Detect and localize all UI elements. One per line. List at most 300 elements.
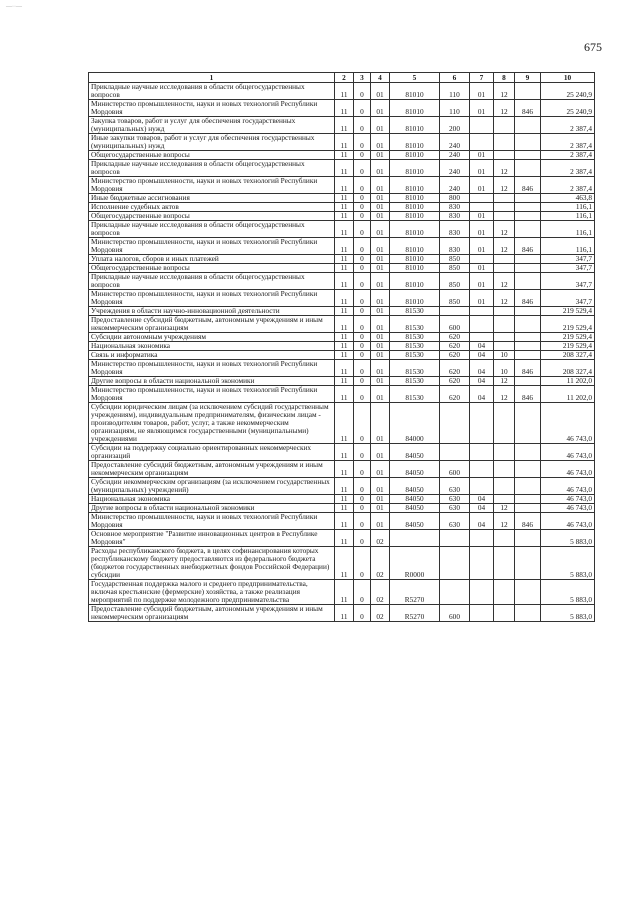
cell-event: 01 — [371, 255, 390, 264]
cell-ministry — [515, 134, 541, 151]
cell-subsection — [494, 264, 515, 273]
cell-event: 02 — [371, 605, 390, 622]
cell-direction: 81530 — [390, 307, 440, 316]
cell-expense-type: 630 — [440, 504, 470, 513]
cell-subsection — [494, 194, 515, 203]
cell-name: Министерство промышленности, науки и новых технологий Республики Мордовия — [89, 100, 335, 117]
cell-subprogram: 0 — [354, 221, 371, 238]
table-row — [89, 238, 595, 255]
cell-amount: 116,1 — [541, 203, 595, 212]
cell-subsection — [494, 117, 515, 134]
cell-section — [470, 478, 494, 495]
cell-event: 01 — [371, 307, 390, 316]
column-header-2: 2 — [335, 73, 354, 83]
table-row — [89, 342, 595, 351]
cell-subprogram: 0 — [354, 264, 371, 273]
cell-section: 01 — [470, 151, 494, 160]
cell-subsection — [494, 255, 515, 264]
cell-subsection — [494, 212, 515, 221]
cell-program: 11 — [335, 316, 354, 333]
cell-ministry — [515, 273, 541, 290]
cell-expense-type: 620 — [440, 333, 470, 342]
cell-name: Связь и информатика — [89, 351, 335, 360]
column-header-7: 7 — [470, 73, 494, 83]
cell-subprogram: 0 — [354, 316, 371, 333]
cell-section — [470, 461, 494, 478]
cell-amount: 2 387,4 — [541, 177, 595, 194]
cell-subsection — [494, 316, 515, 333]
cell-program: 11 — [335, 504, 354, 513]
cell-subprogram: 0 — [354, 478, 371, 495]
cell-name: Предоставление субсидий бюджетным, автономным учреждениям и иным некоммерческим организациям — [89, 316, 335, 333]
cell-section — [470, 605, 494, 622]
cell-subsection — [494, 580, 515, 605]
cell-program: 11 — [335, 342, 354, 351]
cell-subsection: 12 — [494, 100, 515, 117]
cell-name: Исполнение судебных актов — [89, 203, 335, 212]
cell-direction: 81010 — [390, 290, 440, 307]
cell-expense-type: 620 — [440, 386, 470, 403]
column-header-5: 5 — [390, 73, 440, 83]
cell-section: 01 — [470, 160, 494, 177]
cell-amount: 2 387,4 — [541, 160, 595, 177]
cell-section: 04 — [470, 342, 494, 351]
cell-name: Прикладные научные исследования в области общегосударственных вопросов — [89, 160, 335, 177]
cell-name: Государственная поддержка малого и среднего предпринимательства, включая крестьянские (фермерские) хозяйства, а также реализация мероприятий по поддержке молодежного предпринимательства — [89, 580, 335, 605]
cell-program: 11 — [335, 221, 354, 238]
corner-mark: —··— — [6, 4, 22, 10]
cell-subprogram: 0 — [354, 333, 371, 342]
table-row — [89, 151, 595, 160]
cell-event: 01 — [371, 386, 390, 403]
table-row — [89, 580, 595, 605]
cell-ministry — [515, 203, 541, 212]
cell-direction: 81010 — [390, 194, 440, 203]
cell-amount: 116,1 — [541, 221, 595, 238]
cell-expense-type: 620 — [440, 360, 470, 377]
cell-ministry — [515, 117, 541, 134]
table-row — [89, 203, 595, 212]
cell-direction: 84050 — [390, 513, 440, 530]
table-row — [89, 134, 595, 151]
cell-event: 01 — [371, 513, 390, 530]
cell-subprogram: 0 — [354, 83, 371, 100]
cell-program: 11 — [335, 264, 354, 273]
cell-subsection: 12 — [494, 290, 515, 307]
cell-program: 11 — [335, 605, 354, 622]
cell-event: 01 — [371, 290, 390, 307]
cell-name: Министерство промышленности, науки и новых технологий Республики Мордовия — [89, 290, 335, 307]
table-row — [89, 547, 595, 580]
cell-event: 01 — [371, 351, 390, 360]
cell-amount: 2 387,4 — [541, 151, 595, 160]
cell-expense-type: 620 — [440, 351, 470, 360]
cell-section: 04 — [470, 513, 494, 530]
cell-expense-type: 830 — [440, 221, 470, 238]
cell-program: 11 — [335, 444, 354, 461]
cell-amount: 208 327,4 — [541, 360, 595, 377]
cell-subprogram: 0 — [354, 386, 371, 403]
cell-ministry — [515, 461, 541, 478]
cell-ministry — [515, 264, 541, 273]
cell-direction: R0000 — [390, 547, 440, 580]
cell-name: Иные закупки товаров, работ и услуг для обеспечения государственных (муниципальных) нужд — [89, 134, 335, 151]
cell-event: 01 — [371, 495, 390, 504]
cell-ministry: 846 — [515, 100, 541, 117]
cell-amount: 347,7 — [541, 290, 595, 307]
table-row — [89, 273, 595, 290]
cell-subprogram: 0 — [354, 290, 371, 307]
cell-subsection — [494, 151, 515, 160]
cell-ministry — [515, 342, 541, 351]
cell-program: 11 — [335, 547, 354, 580]
table-row — [89, 504, 595, 513]
cell-name: Общегосударственные вопросы — [89, 264, 335, 273]
cell-event: 01 — [371, 134, 390, 151]
cell-subprogram: 0 — [354, 117, 371, 134]
cell-subprogram: 0 — [354, 605, 371, 622]
cell-event: 01 — [371, 478, 390, 495]
cell-program: 11 — [335, 351, 354, 360]
cell-amount: 46 743,0 — [541, 403, 595, 444]
cell-event: 01 — [371, 444, 390, 461]
cell-event: 01 — [371, 160, 390, 177]
cell-ministry: 846 — [515, 360, 541, 377]
cell-amount: 219 529,4 — [541, 307, 595, 316]
cell-subprogram: 0 — [354, 403, 371, 444]
table-row — [89, 377, 595, 386]
cell-amount: 2 387,4 — [541, 134, 595, 151]
cell-expense-type: 110 — [440, 100, 470, 117]
cell-direction: 81010 — [390, 117, 440, 134]
cell-expense-type: 850 — [440, 273, 470, 290]
cell-expense-type: 630 — [440, 513, 470, 530]
cell-ministry — [515, 83, 541, 100]
cell-subsection: 12 — [494, 221, 515, 238]
cell-subsection — [494, 333, 515, 342]
cell-subsection: 12 — [494, 177, 515, 194]
cell-event: 01 — [371, 360, 390, 377]
table-row — [89, 290, 595, 307]
cell-direction: 81010 — [390, 100, 440, 117]
cell-subprogram: 0 — [354, 100, 371, 117]
cell-program: 11 — [335, 151, 354, 160]
cell-name: Уплата налогов, сборов и иных платежей — [89, 255, 335, 264]
cell-subprogram: 0 — [354, 194, 371, 203]
cell-section — [470, 403, 494, 444]
cell-name: Основное мероприятие "Развитие инновационных центров в Республике Мордовия" — [89, 530, 335, 547]
cell-subprogram: 0 — [354, 212, 371, 221]
cell-program: 11 — [335, 203, 354, 212]
cell-ministry: 846 — [515, 290, 541, 307]
cell-subprogram: 0 — [354, 547, 371, 580]
cell-subsection: 12 — [494, 513, 515, 530]
cell-program: 11 — [335, 160, 354, 177]
column-header-10: 10 — [541, 73, 595, 83]
cell-section — [470, 547, 494, 580]
cell-subprogram: 0 — [354, 151, 371, 160]
table-row — [89, 194, 595, 203]
cell-name: Общегосударственные вопросы — [89, 212, 335, 221]
cell-ministry: 846 — [515, 386, 541, 403]
table-row — [89, 444, 595, 461]
cell-amount: 46 743,0 — [541, 513, 595, 530]
cell-section: 01 — [470, 273, 494, 290]
cell-section: 04 — [470, 504, 494, 513]
cell-expense-type: 600 — [440, 605, 470, 622]
cell-expense-type: 110 — [440, 83, 470, 100]
cell-direction: 81010 — [390, 203, 440, 212]
cell-subprogram: 0 — [354, 273, 371, 290]
cell-direction: 81530 — [390, 386, 440, 403]
cell-amount: 463,8 — [541, 194, 595, 203]
cell-direction: 81010 — [390, 134, 440, 151]
table-row — [89, 212, 595, 221]
cell-subsection: 12 — [494, 160, 515, 177]
cell-name: Предоставление субсидий бюджетным, автономным учреждениям и иным некоммерческим организациям — [89, 605, 335, 622]
table-row — [89, 403, 595, 444]
cell-name: Министерство промышленности, науки и новых технологий Республики Мордовия — [89, 177, 335, 194]
cell-expense-type — [440, 444, 470, 461]
cell-subsection: 10 — [494, 360, 515, 377]
cell-section — [470, 255, 494, 264]
cell-amount: 5 883,0 — [541, 605, 595, 622]
column-header-8: 8 — [494, 73, 515, 83]
cell-subprogram: 0 — [354, 342, 371, 351]
cell-direction: 81530 — [390, 333, 440, 342]
cell-amount: 25 240,9 — [541, 100, 595, 117]
cell-subprogram: 0 — [354, 255, 371, 264]
cell-expense-type: 800 — [440, 194, 470, 203]
cell-direction: 81530 — [390, 342, 440, 351]
cell-section — [470, 117, 494, 134]
cell-name: Общегосударственные вопросы — [89, 151, 335, 160]
table-header-row — [89, 73, 595, 83]
cell-program: 11 — [335, 377, 354, 386]
cell-direction: 81010 — [390, 255, 440, 264]
cell-subsection — [494, 307, 515, 316]
cell-expense-type: 620 — [440, 377, 470, 386]
cell-direction: 81010 — [390, 221, 440, 238]
cell-ministry — [515, 333, 541, 342]
cell-subprogram: 0 — [354, 203, 371, 212]
cell-program: 11 — [335, 134, 354, 151]
cell-expense-type: 830 — [440, 212, 470, 221]
cell-program: 11 — [335, 238, 354, 255]
cell-section: 04 — [470, 360, 494, 377]
cell-expense-type: 240 — [440, 160, 470, 177]
cell-section — [470, 203, 494, 212]
cell-expense-type: 600 — [440, 316, 470, 333]
table-row — [89, 117, 595, 134]
cell-section — [470, 580, 494, 605]
cell-name: Национальная экономика — [89, 342, 335, 351]
cell-amount: 46 743,0 — [541, 444, 595, 461]
cell-event: 01 — [371, 461, 390, 478]
cell-subprogram: 0 — [354, 177, 371, 194]
cell-amount: 219 529,4 — [541, 342, 595, 351]
cell-ministry — [515, 605, 541, 622]
cell-ministry — [515, 495, 541, 504]
cell-program: 11 — [335, 386, 354, 403]
cell-direction: 81530 — [390, 360, 440, 377]
table-row — [89, 177, 595, 194]
cell-section: 04 — [470, 377, 494, 386]
cell-section: 01 — [470, 264, 494, 273]
cell-section: 01 — [470, 100, 494, 117]
cell-subsection: 10 — [494, 351, 515, 360]
table-row — [89, 83, 595, 100]
cell-name: Министерство промышленности, науки и новых технологий Республики Мордовия — [89, 360, 335, 377]
cell-event: 02 — [371, 580, 390, 605]
cell-direction: 81010 — [390, 212, 440, 221]
cell-subsection — [494, 461, 515, 478]
cell-event: 01 — [371, 238, 390, 255]
cell-ministry — [515, 530, 541, 547]
cell-ministry — [515, 212, 541, 221]
cell-program: 11 — [335, 530, 354, 547]
cell-ministry — [515, 478, 541, 495]
cell-amount: 219 529,4 — [541, 333, 595, 342]
cell-expense-type: 240 — [440, 177, 470, 194]
cell-subsection — [494, 605, 515, 622]
cell-subprogram: 0 — [354, 134, 371, 151]
cell-section — [470, 134, 494, 151]
cell-section: 01 — [470, 238, 494, 255]
cell-name: Прикладные научные исследования в области общегосударственных вопросов — [89, 273, 335, 290]
cell-ministry — [515, 316, 541, 333]
cell-event: 01 — [371, 316, 390, 333]
cell-direction: 84000 — [390, 403, 440, 444]
cell-amount: 11 202,0 — [541, 377, 595, 386]
cell-program: 11 — [335, 273, 354, 290]
cell-program: 11 — [335, 333, 354, 342]
cell-direction: 81010 — [390, 83, 440, 100]
cell-program: 11 — [335, 194, 354, 203]
cell-section — [470, 444, 494, 461]
table-row — [89, 386, 595, 403]
cell-section: 01 — [470, 177, 494, 194]
cell-amount: 46 743,0 — [541, 504, 595, 513]
cell-program: 11 — [335, 478, 354, 495]
cell-direction: 84050 — [390, 444, 440, 461]
cell-subsection — [494, 342, 515, 351]
cell-subprogram: 0 — [354, 377, 371, 386]
cell-expense-type: 600 — [440, 461, 470, 478]
cell-ministry — [515, 444, 541, 461]
page-number: 675 — [584, 40, 602, 54]
cell-program: 11 — [335, 177, 354, 194]
cell-amount: 219 529,4 — [541, 316, 595, 333]
table-row — [89, 307, 595, 316]
cell-subsection — [494, 444, 515, 461]
cell-expense-type: 830 — [440, 238, 470, 255]
cell-amount: 5 883,0 — [541, 580, 595, 605]
cell-expense-type: 630 — [440, 495, 470, 504]
budget-table — [88, 72, 595, 622]
cell-name: Закупка товаров, работ и услуг для обеспечения государственных (муниципальных) нужд — [89, 117, 335, 134]
cell-event: 01 — [371, 177, 390, 194]
cell-ministry — [515, 504, 541, 513]
cell-subprogram: 0 — [354, 307, 371, 316]
cell-amount: 46 743,0 — [541, 495, 595, 504]
table-row — [89, 100, 595, 117]
cell-name: Министерство промышленности, науки и новых технологий Республики Мордовия — [89, 238, 335, 255]
cell-section: 01 — [470, 221, 494, 238]
cell-subsection: 12 — [494, 504, 515, 513]
cell-ministry — [515, 221, 541, 238]
cell-name: Другие вопросы в области национальной экономики — [89, 504, 335, 513]
cell-section — [470, 530, 494, 547]
table-row — [89, 605, 595, 622]
cell-section — [470, 333, 494, 342]
cell-name: Расходы республиканского бюджета, в целях софинансирования которых республиканскому бюджету предоставляются из федерального бюджета (бюджетов государственных внебюджетных фондов Российской Федерации) субсидии — [89, 547, 335, 580]
cell-event: 01 — [371, 273, 390, 290]
table-row — [89, 530, 595, 547]
cell-event: 02 — [371, 530, 390, 547]
cell-name: Иные бюджетные ассигнования — [89, 194, 335, 203]
column-header-9: 9 — [515, 73, 541, 83]
cell-subprogram: 0 — [354, 360, 371, 377]
cell-expense-type: 630 — [440, 478, 470, 495]
cell-event: 01 — [371, 221, 390, 238]
cell-direction: 81010 — [390, 273, 440, 290]
cell-subsection: 12 — [494, 273, 515, 290]
cell-program: 11 — [335, 212, 354, 221]
table-body — [89, 83, 595, 622]
cell-expense-type: 850 — [440, 255, 470, 264]
cell-subprogram: 0 — [354, 580, 371, 605]
cell-subsection — [494, 403, 515, 444]
cell-amount: 25 240,9 — [541, 83, 595, 100]
cell-name: Министерство промышленности, науки и новых технологий Республики Мордовия — [89, 513, 335, 530]
cell-name: Учреждения в области научно-инновационной деятельности — [89, 307, 335, 316]
cell-program: 11 — [335, 117, 354, 134]
cell-amount: 5 883,0 — [541, 530, 595, 547]
cell-amount: 116,1 — [541, 238, 595, 255]
cell-expense-type: 240 — [440, 151, 470, 160]
cell-ministry — [515, 151, 541, 160]
cell-expense-type: 240 — [440, 134, 470, 151]
cell-direction: 81010 — [390, 238, 440, 255]
cell-name: Субсидии на поддержку социально ориентированных некоммерческих организаций — [89, 444, 335, 461]
cell-program: 11 — [335, 100, 354, 117]
cell-program: 11 — [335, 255, 354, 264]
table-row — [89, 461, 595, 478]
cell-section: 04 — [470, 351, 494, 360]
table-row — [89, 160, 595, 177]
cell-program: 11 — [335, 83, 354, 100]
table-row — [89, 316, 595, 333]
cell-subprogram: 0 — [354, 160, 371, 177]
table-row — [89, 351, 595, 360]
cell-amount: 347,7 — [541, 264, 595, 273]
cell-direction: 84050 — [390, 504, 440, 513]
cell-program: 11 — [335, 290, 354, 307]
cell-name: Субсидии юридическим лицам (за исключением субсидий государственным учреждениям), индивидуальным предпринимателям, физическим лицам - производителям товаров, работ, услуг, а также некоммерческим организациям, не являющимся государственными (муниципальными) учреждениями — [89, 403, 335, 444]
cell-name: Субсидии автономным учреждениям — [89, 333, 335, 342]
cell-subprogram: 0 — [354, 504, 371, 513]
cell-program: 11 — [335, 360, 354, 377]
cell-name: Субсидии некоммерческим организациям (за исключением государственных (муниципальных) учреждений) — [89, 478, 335, 495]
cell-expense-type: 850 — [440, 290, 470, 307]
cell-amount: 347,7 — [541, 273, 595, 290]
cell-ministry: 846 — [515, 238, 541, 255]
cell-program: 11 — [335, 403, 354, 444]
cell-direction: 81010 — [390, 151, 440, 160]
cell-direction: 81010 — [390, 177, 440, 194]
table-row — [89, 513, 595, 530]
